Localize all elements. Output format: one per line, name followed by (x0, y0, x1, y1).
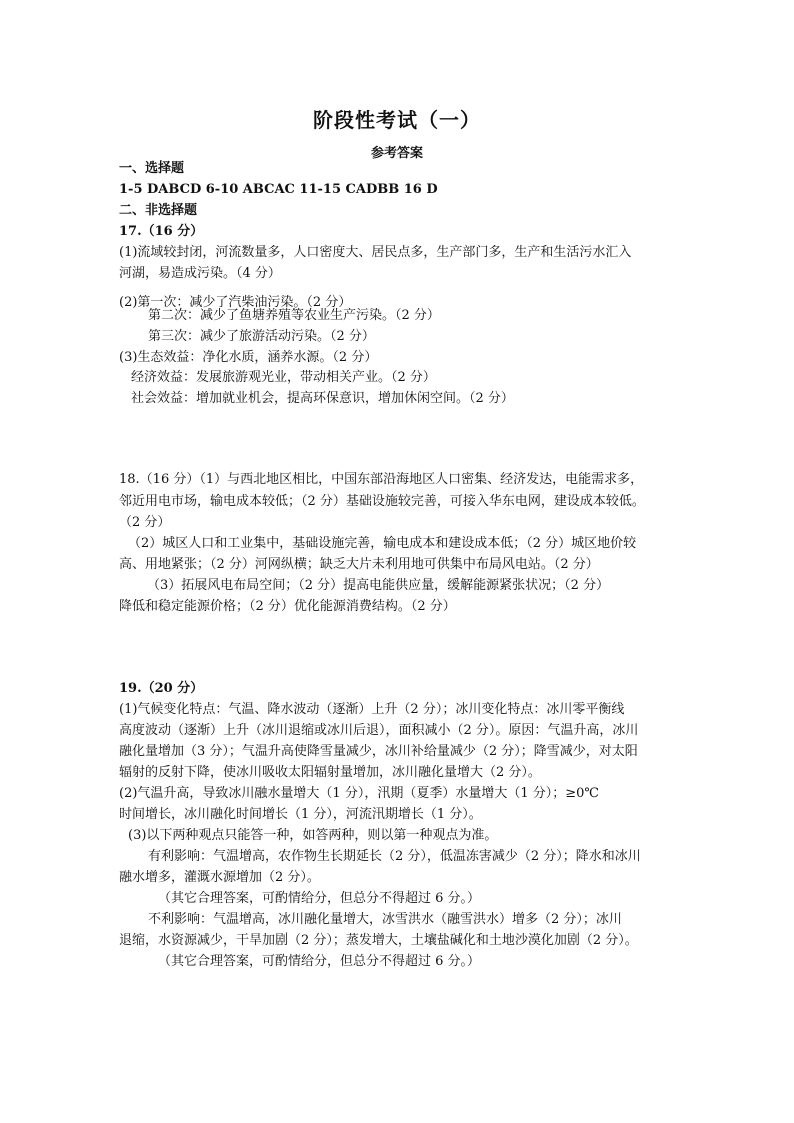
section-heading-nonchoice: 二、非选择题 (119, 203, 198, 218)
q17-text-line: 第二次：减少了鱼塘养殖等农业生产污染。（2 分） (148, 308, 440, 323)
q19-text-line: 辐射的反射下降，使冰川吸收太阳辐射量增加，冰川融化量增大（2 分）。 (119, 765, 541, 780)
q17-text-line: (3)生态效益：净化水质，涵养水源。（2 分） (119, 350, 378, 365)
q18-text-line: 邻近用电市场，输电成本较低；（2 分）基础设施较完善，可接入华东电网，建设成本较低。 (119, 494, 645, 509)
q19-note-line: （其它合理答案，可酌情给分，但总分不得超过 6 分。） (158, 954, 481, 969)
q19-text-line: 不利影响：气温增高，冰川融化量增大，冰雪洪水（融雪洪水）增多（2 分）；冰川 (148, 912, 622, 927)
q18-text-line: 高、用地紧张；（2 分）河网纵横；缺乏大片未利用地可供集中布局风电站。（2 分） (119, 557, 599, 572)
q17-text-line: 第三次：减少了旅游活动污染。（2 分） (148, 329, 375, 344)
q17-heading: 17.（16 分） (119, 224, 204, 239)
page-subtitle: 参考答案 (370, 146, 423, 161)
page-title: 阶段性考试（一） (313, 108, 481, 132)
q17-text-line: (1)流域较封闭，河流数量多，人口密度大、居民点多，生产部门多，生产和生活污水汇入 (119, 245, 632, 260)
section-heading-choice: 一、选择题 (119, 161, 185, 176)
q18-text-line: （2 分） (119, 515, 171, 530)
q19-text-line: (2)气温升高，导致冰川融水量增大（1 分），汛期（夏季）水量增大（1 分）；≥0℃ (119, 786, 599, 801)
choice-answers: 1-5 DABCD 6-10 ABCAC 11-15 CADBB 16 D (119, 182, 438, 197)
q18-text-line: （2）城区人口和工业集中，基础设施完善，输电成本和建设成本低；（2 分）城区地价较 (128, 536, 637, 551)
q18-text-line: 降低和稳定能源价格；（2 分）优化能源消费结构。（2 分） (119, 599, 456, 614)
q19-text-line: 融水增多，灌溉水源增加（2 分）。 (119, 870, 320, 885)
q19-text-line: 时间增长，冰川融化时间增长（1 分），河流汛期增长（1 分）。 (119, 807, 482, 822)
q17-text-line: (2)第一次：减少了汽柴油污染。（2 分） (119, 295, 352, 310)
q19-text-line: 有利影响：气温增高，农作物生长期延长（2 分），低温冻害减少（2 分）；降水和冰川 (148, 849, 641, 864)
q19-text-line: 退缩，水资源减少，干旱加剧（2 分）；蒸发增大，土壤盐碱化和土地沙漠化加剧（2 分）。 (119, 933, 638, 948)
q19-text-line: (1)气候变化特点：气温、降水波动（逐渐）上升（2 分）；冰川变化特点：冰川零平衡线 (119, 702, 625, 717)
q18-text-line: 18.（16 分）（1）与西北地区相比，中国东部沿海地区人口密集、经济发达，电能需求多， (119, 472, 644, 487)
q19-text-line: 高度波动（逐渐）上升（冰川退缩或冰川后退），面积减小（2 分）。原因：气温升高，冰川 (119, 723, 639, 738)
q19-note-line: （其它合理答案，可酌情给分，但总分不得超过 6 分。） (158, 891, 481, 906)
q19-heading: 19.（20 分） (119, 681, 204, 696)
q18-text-line: （3）拓展风电布局空间；（2 分）提高电能供应量，缓解能源紧张状况；（2 分） (147, 578, 610, 593)
q17-text-line: 河湖，易造成污染。（4 分） (119, 266, 281, 281)
q17-text-line: 经济效益：发展旅游观光业，带动相关产业。（2 分） (131, 370, 436, 385)
q19-text-line: (3)以下两种观点只能答一种，如答两种，则以第一种观点为准。 (128, 828, 498, 843)
q17-text-line: 社会效益：增加就业机会，提高环保意识，增加休闲空间。（2 分） (131, 391, 514, 406)
q19-text-line: 融化量增加（3 分）；气温升高使降雪量减少，冰川补给量减少（2 分）；降雪减少，对太阳 (119, 744, 638, 759)
